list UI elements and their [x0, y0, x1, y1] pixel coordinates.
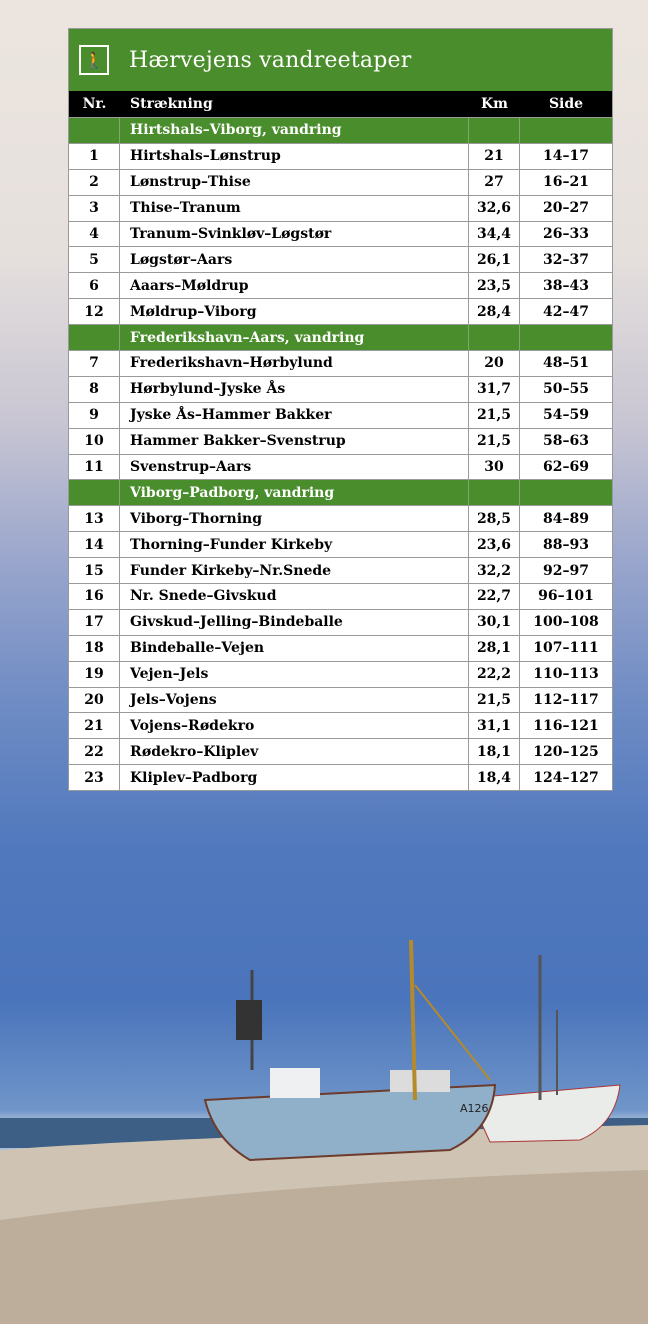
- cell-page: 26–33: [543, 226, 589, 242]
- cell-route: Funder Kirkeby–Nr.Snede: [120, 558, 469, 583]
- cell-page: [520, 325, 612, 350]
- cell-page: 38–43: [543, 277, 589, 294]
- cell-page: 54–59: [543, 407, 589, 424]
- table-row: [69, 402, 612, 428]
- cell-km: 28,1: [469, 636, 520, 661]
- cell-route: Thise–Tranum: [120, 196, 469, 221]
- cell-nr: 3: [69, 196, 120, 221]
- cell-km: 23,6: [469, 532, 520, 557]
- cell-km: 23,5: [469, 273, 520, 298]
- cell-nr: 4: [69, 222, 120, 247]
- cell-route: Svenstrup–Aars: [120, 455, 469, 480]
- cell-km: 21,5: [469, 429, 520, 454]
- page-title: Hærvejens vandreetaper: [129, 47, 412, 73]
- cell-nr: 1: [69, 144, 120, 169]
- table-row: [69, 221, 612, 247]
- section-title: Frederikshavn–Aars, vandring: [120, 325, 469, 350]
- cell-nr: 23: [69, 765, 120, 790]
- cell-nr: 10: [69, 429, 120, 454]
- cell-route: Rødekro–Kliplev: [120, 739, 469, 764]
- cell-page: 14–17: [543, 148, 589, 165]
- cell-nr: 8: [69, 377, 120, 402]
- cell-page: 112–117: [533, 692, 599, 709]
- cell-km: 32,6: [469, 196, 520, 221]
- cell-page: 48–51: [543, 355, 589, 372]
- cell-route: Lønstrup–Thise: [120, 170, 469, 195]
- cell-km: 21,5: [469, 403, 520, 428]
- cell-nr: 15: [69, 558, 120, 583]
- cell-route: Hammer Bakker–Svenstrup: [120, 429, 469, 454]
- stages-table: [68, 28, 613, 791]
- cell-route: Jyske Ås–Hammer Bakker: [120, 403, 469, 428]
- cell-route: Løgstør–Aars: [120, 247, 469, 272]
- fishing-boat-front: [205, 940, 495, 1160]
- table-row: [69, 143, 612, 169]
- cell-route: Givskud–Jelling–Bindeballe: [120, 610, 469, 635]
- table-row: [69, 272, 612, 298]
- cell-km: [469, 480, 520, 505]
- cell-nr: 2: [69, 170, 120, 195]
- cell-km: 27: [469, 170, 520, 195]
- cell-km: [469, 118, 520, 143]
- cell-route: Hørbylund–Jyske Ås: [120, 377, 469, 402]
- cell-km: 22,2: [469, 662, 520, 687]
- cell-page: 20–27: [543, 200, 589, 217]
- cell-page: [520, 118, 612, 143]
- cell-route: Kliplev–Padborg: [120, 765, 469, 790]
- cell-nr: 9: [69, 403, 120, 428]
- header-route: Strækning: [130, 96, 213, 112]
- cell-page: 116–121: [533, 717, 599, 734]
- cell-nr: 16: [69, 584, 120, 609]
- cell-route: Vojens–Rødekro: [120, 713, 469, 738]
- cell-route: Vejen–Jels: [120, 662, 469, 687]
- cell-km: 22,7: [469, 584, 520, 609]
- cell-nr: 22: [69, 739, 120, 764]
- cell-nr: 20: [69, 688, 120, 713]
- table-row: [69, 505, 612, 531]
- cell-page: 96–101: [538, 588, 594, 605]
- section-row: [69, 117, 612, 143]
- cell-km: 30: [469, 455, 520, 480]
- cell-km: 30,1: [469, 610, 520, 635]
- table-header: [69, 91, 612, 117]
- table-row: [69, 246, 612, 272]
- cell-km: 28,4: [469, 299, 520, 324]
- table-title-bar: [69, 29, 612, 91]
- table-row: [69, 557, 612, 583]
- table-row: [69, 350, 612, 376]
- cell-nr: [69, 325, 120, 350]
- cell-route: Aaars–Møldrup: [120, 273, 469, 298]
- section-title: Viborg–Padborg, vandring: [120, 480, 469, 505]
- cell-page: 84–89: [543, 510, 589, 527]
- cell-km: 18,4: [469, 765, 520, 790]
- cell-route: Nr. Snede–Givskud: [120, 584, 469, 609]
- table-row: [69, 195, 612, 221]
- section-row: [69, 479, 612, 505]
- cell-nr: 12: [69, 299, 120, 324]
- table-row: [69, 609, 612, 635]
- cell-page: 110–113: [533, 666, 599, 683]
- table-row: [69, 712, 612, 738]
- table-row: [69, 428, 612, 454]
- cell-route: Thorning–Funder Kirkeby: [120, 532, 469, 557]
- table-row: [69, 661, 612, 687]
- cell-nr: 7: [69, 351, 120, 376]
- cell-nr: 6: [69, 273, 120, 298]
- cell-km: 21,5: [469, 688, 520, 713]
- hikers-icon: 🚶: [79, 45, 109, 75]
- table-row: [69, 454, 612, 480]
- cell-page: [520, 480, 612, 505]
- cell-page: 32–37: [543, 251, 589, 268]
- header-nr: Nr.: [82, 96, 107, 112]
- cell-nr: 13: [69, 506, 120, 531]
- cell-km: 31,1: [469, 713, 520, 738]
- cell-route: Hirtshals–Lønstrup: [120, 144, 469, 169]
- section-row: [69, 324, 612, 350]
- table-row: [69, 738, 612, 764]
- cell-page: 107–111: [533, 640, 599, 657]
- cell-km: 26,1: [469, 247, 520, 272]
- cell-route: Frederikshavn–Hørbylund: [120, 351, 469, 376]
- cell-route: Jels–Vojens: [120, 688, 469, 713]
- cell-nr: 11: [69, 455, 120, 480]
- cell-km: 32,2: [469, 558, 520, 583]
- fishing-boat-rear: [470, 955, 620, 1142]
- cell-page: 16–21: [543, 174, 589, 191]
- cell-km: 21: [469, 144, 520, 169]
- boat-registration: A126: [460, 1102, 489, 1115]
- cell-page: 88–93: [543, 536, 589, 553]
- table-body: [69, 117, 612, 790]
- cell-nr: 21: [69, 713, 120, 738]
- cell-km: [469, 325, 520, 350]
- table-row: [69, 687, 612, 713]
- section-title: Hirtshals–Viborg, vandring: [120, 118, 469, 143]
- cell-page: 100–108: [533, 614, 599, 631]
- cell-page: 58–63: [543, 433, 589, 450]
- table-row: [69, 764, 612, 790]
- cell-page: 42–47: [543, 303, 589, 320]
- cell-nr: 17: [69, 610, 120, 635]
- header-km: Km: [481, 96, 508, 112]
- table-row: [69, 635, 612, 661]
- cell-page: 124–127: [533, 769, 599, 786]
- cell-km: 31,7: [469, 377, 520, 402]
- table-row: [69, 169, 612, 195]
- cell-km: 18,1: [469, 739, 520, 764]
- cell-page: 120–125: [533, 743, 599, 760]
- cell-nr: 5: [69, 247, 120, 272]
- header-page: Side: [548, 96, 584, 112]
- cell-page: 62–69: [543, 459, 589, 476]
- cell-route: Tranum–Svinkløv–Løgstør: [120, 222, 469, 247]
- cell-km: 28,5: [469, 506, 520, 531]
- cell-nr: 19: [69, 662, 120, 687]
- table-row: [69, 298, 612, 324]
- cell-nr: 18: [69, 636, 120, 661]
- table-row: [69, 376, 612, 402]
- table-row: [69, 583, 612, 609]
- cell-nr: 14: [69, 532, 120, 557]
- cell-km: 34,4: [469, 222, 520, 247]
- cell-route: Møldrup–Viborg: [120, 299, 469, 324]
- cell-km: 20: [469, 351, 520, 376]
- cell-nr: [69, 118, 120, 143]
- cell-route: Viborg–Thorning: [120, 506, 469, 531]
- cell-page: 92–97: [543, 562, 589, 579]
- table-row: [69, 531, 612, 557]
- cell-route: Bindeballe–Vejen: [120, 636, 469, 661]
- cell-page: 50–55: [543, 381, 589, 398]
- cell-nr: [69, 480, 120, 505]
